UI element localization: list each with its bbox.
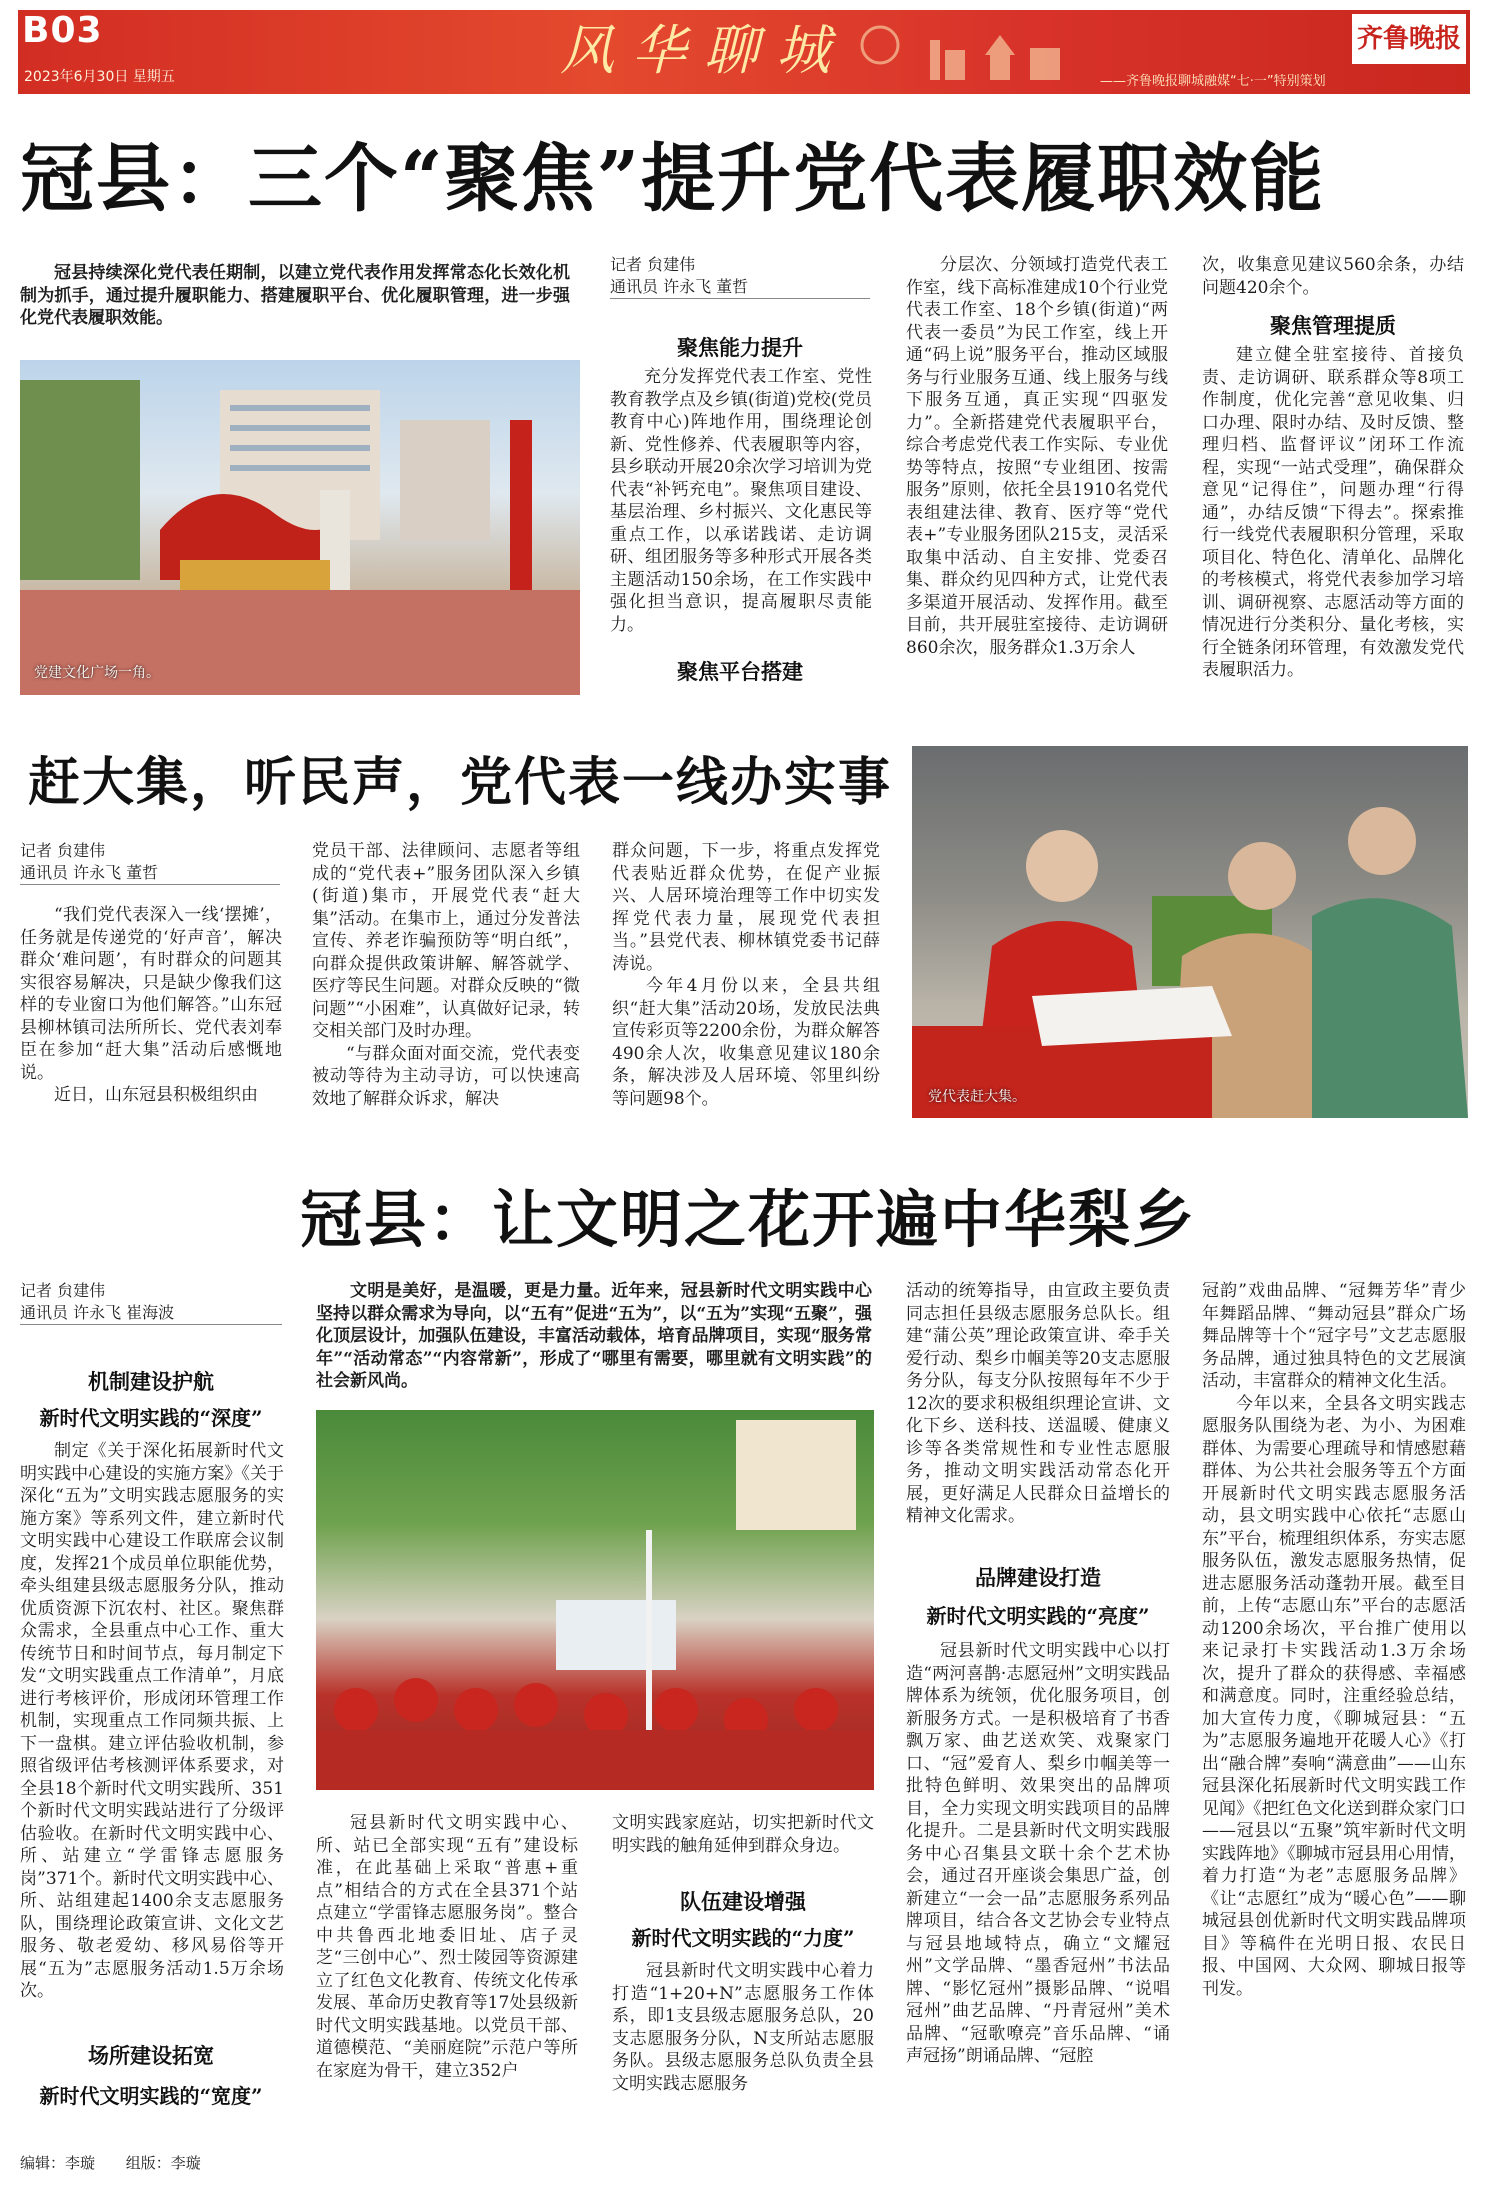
article1-col3: 分层次、分领域打造党代表工作室，线下高标准建成10个行业党代表工作室、18个乡镇(街道)“两代表一委员”为民工作室，线上开通“码上说”服务平台，推动区域服务与行业服务互通、线上服务与线下服务互通，真正实现“四驱发力”。全新搭建党代表履职平台，综合考虑党代表工作实际、专业优势等特点，按照“专业组团、按需服务”原则，依托全县1910名党代表组建法律、教育、医疗等“党代表+”专业服务团队215支，灵活采取集中活动、自主安排、党委召集、群众约见四种方式，让党代表多渠道开展活动、发挥作用。截至目前，共开展驻室接待、走访调研860余次，服务群众1.3万余人: [906, 255, 1168, 658]
feature-note: ——齐鲁晚报聊城融媒“七·一”特别策划: [1100, 74, 1326, 89]
article3-s2-subtitle: 新时代文明实践的“宽度”: [39, 2084, 263, 2108]
article3-s3-subtitle: 新时代文明实践的“力度”: [631, 1926, 855, 1950]
article1-subhead-2: 聚焦平台搭建: [677, 659, 803, 684]
article2-col3: 群众问题，下一步，将重点发挥党代表贴近群众优势，在促产业振兴、人居环境治理等工作中切实发挥党代表力量，展现党代表担当。”县党代表、柳林镇党委书记薛涛说。 今年4月份以来，全县共组织“赶大集”活动20场，发放民法典宣传彩页等2200余份，为群众解答490余人次，收集意见建议180余条，解决涉及人居环境、邻里纠纷等问题98个。: [612, 841, 880, 1109]
article2-title: 赶大集，听民声，党代表一线办实事: [28, 752, 893, 813]
article2-col1: “我们党代表深入一线‘摆摊’，任务就是传递党的‘好声音’，解决群众‘难问题’，有时群众的问题其实很容易解决，只是缺少像我们这样的专业窗口为他们解答。”山东冠县柳林镇司法所所长、党代表刘奉臣在参加“赶大集”活动后感慨地说。 近日，山东冠县积极组织由: [20, 905, 282, 1105]
article3-correspondent: 通讯员 许永飞 崔海波: [20, 1302, 282, 1325]
article3-s4-subtitle: 新时代文明实践的“亮度”: [926, 1604, 1150, 1628]
article1-reporter: 记者 贠建伟: [610, 255, 696, 274]
newspaper-logo: 齐鲁晚报: [1352, 14, 1466, 64]
article2-col2: 党员干部、法律顾问、志愿者等组成的“党代表+”服务团队深入乡镇(街道)集市，开展党代表“赶大集”活动。在集市上，通过分发普法宣传、养老诈骗预防等“明白纸”，向群众提供政策讲解、解答就学、医疗等民生问题。对群众反映的“微问题”“小困难”，认真做好记录，转交相关部门及时办理。 “与群众面对面交流，党代表变被动等待为主动寻访，可以快速高效地了解群众诉求，解决: [312, 841, 580, 1109]
article3-s3-title: 队伍建设增强: [680, 1889, 806, 1914]
article3-s3-text: 冠县新时代文明实践中心着力打造“1+20+N”志愿服务工作体系，即1支县级志愿服务总队，20支志愿服务分队，N支所站志愿服务队。县级志愿服务总队负责全县文明实践志愿服务: [612, 1961, 874, 2094]
article3-s2-title: 场所建设拓宽: [88, 2043, 214, 2068]
article3-byline: [20, 1280, 282, 1325]
article1-subhead-3: 聚焦管理提质: [1270, 313, 1396, 338]
layout-credit: 组版：李璇: [125, 2154, 201, 2172]
article3-s1-subtitle: 新时代文明实践的“深度”: [39, 1406, 263, 1430]
column-title: 风华聊城: [560, 19, 848, 82]
event-photo-illustration: [316, 1410, 874, 1790]
article2-photo-caption: 党代表赶大集。: [928, 1089, 1026, 1105]
article3-col3: 活动的统筹指导，由宣政主要负责同志担任县级志愿服务总队长。组建“蒲公英”理论政策宣讲、牵手关爱行动、梨乡巾帼美等20支志愿服务分队，每支分队按照每年不少于12次的要求积极组织理论宣讲、文化下乡、送科技、送温暖、健康义诊等各类常规性和专业性志愿服务，推动文明实践活动常态化开展，更好满足人民群众日益增长的精神文化需求。: [906, 1281, 1170, 1526]
article3-lead: 文明是美好，是温暖，更是力量。近年来，冠县新时代文明实践中心坚持以群众需求为导向，以“五有”促进“五为”，以“五为”实现“五聚”，强化顶层设计，加强队伍建设，丰富活动载体，培育品牌项目，实现“服务常年”“活动常态”“内容常新”，形成了“哪里有需要，哪里就有文明实践”的社会新风尚。: [316, 1281, 872, 1391]
article2-reporter: 记者 贠建伟: [20, 841, 106, 860]
market-photo-illustration: [912, 746, 1468, 1118]
editor-credit: 编辑：李璇: [20, 2154, 96, 2172]
article1-col2: 充分发挥党代表工作室、党性教育教学点及乡镇(街道)党校(党员教育中心)阵地作用，围绕理论创新、党性修养、代表履职等内容，县乡联动开展20余次学习培训为党代表“补钙充电”。聚焦项目建设、基层治理、乡村振兴、文化惠民等重点工作，以承诺践诺、走访调研、组团服务等多种形式开展各类主题活动150余场，在工作实践中强化担当意识，提高履职尽责能力。: [610, 367, 872, 635]
article3-mid-right: 文明实践家庭站，切实把新时代文明实践的触角延伸到群众身边。: [612, 1813, 874, 1856]
article3-s1-text: 制定《关于深化拓展新时代文明实践中心建设的实施方案》《关于深化“五为”文明实践志愿服务的实施方案》等系列文件，建立新时代文明实践中心建设工作联席会议制度，发挥21个成员单位职能优势，牵头组建县级志愿服务分队，推动优质资源下沉农村、社区。聚焦群众需求，全县重点中心工作、重大传统节日和时间节点，每月制定下发“文明实践重点工作清单”，月底进行考核评价，形成闭环管理工作机制，实现重点工作同频共振、上下一盘棋。建立评估验收机制，参照省级评估考核测评体系要求，对全县18个新时代文明实践所、351个新时代文明实践站进行了分级评估验收。在新时代文明实践中心、所、站建立“学雷锋志愿服务岗”371个。新时代文明实践中心、所、站组建起1400余支志愿服务队，围绕理论政策宣讲、文化文艺服务、敬老爱幼、移风易俗等开展“五为”志愿服务活动1.5万余场次。: [20, 1441, 284, 2001]
article3-s1-title: 机制建设护航: [88, 1369, 214, 1394]
article3-col4: 冠韵”戏曲品牌、“冠舞芳华”青少年舞蹈品牌、“舞动冠县”群众广场舞品牌等十个“冠字号”文艺志愿服务品牌，通过独具特色的文艺展演活动，丰富群众的精神文化生活。 今年以来，全县各文明实践志愿服务队围绕为老、为小、为困难群体、为需要心理疏导和情感慰藉群体、为公共社会服务等五个方面开展新时代文明实践志愿服务活动，县文明实践中心依托“志愿山东”平台，梳理组织体系，夯实志愿服务队伍，激发志愿服务热情，促进志愿服务活动蓬勃开展。截至目前，上传“志愿山东”平台的志愿活动1200余场次，平台推广使用以来记录打卡实践活动1.3万余场次，提升了群众的获得感、幸福感和满意度。同时，注重经验总结，加大宣传力度，《聊城冠县：“五为”志愿服务遍地开花暖人心》《打出“融合牌”奏响“满意曲”——山东冠县深化拓展新时代文明实践工作见闻》《把红色文化送到群众家门口——冠县以“五聚”筑牢新时代文明实践阵地》《聊城市冠县用心用情，着力打造“为老”志愿服务品牌》《让“志愿红”成为“暖心色”——聊城冠县创优新时代文明实践品牌项目》等稿件在光明日报、农民日报、中国网、大众网、聊城日报等刊发。: [1202, 1281, 1466, 1999]
article2-byline: [20, 840, 280, 885]
volunteer-event-photo: [316, 1410, 874, 1790]
article2-correspondent: 通讯员 许永飞 董哲: [20, 862, 280, 885]
article1-photo-caption: 党建文化广场一角。: [34, 665, 160, 681]
article1-correspondent: 通讯员 许永飞 董哲: [610, 276, 870, 299]
article3-s4-text: 冠县新时代文明实践中心以打造“两河喜鹊·志愿冠州”文明实践品牌体系为统领，优化服务项目，创新服务方式。一是积极培育了书香飘万家、曲艺送欢笑、戏聚家门口、“冠”爱育人、梨乡巾帼美等一批特色鲜明、效果突出的品牌项目，全力实现文明实践项目的品牌化提升。二是县新时代文明实践服务中心召集县文联十余个艺术协会，通过召开座谈会集思广益，创新建立“一会一品”志愿服务系列品牌项目，结合各文艺协会专业特点与冠县地域特点，确立“文耀冠州”文学品牌、“墨香冠州”书法品牌、“影忆冠州”摄影品牌、“说唱冠州”曲艺品牌、“丹青冠州”美术品牌、“冠歌嘹亮”音乐品牌、“诵声冠扬”朗诵品牌、“冠腔: [906, 1641, 1170, 2066]
article1-title: 冠县：三个“聚焦”提升党代表履职效能: [20, 136, 1326, 222]
article3-mid-left: 冠县新时代文明实践中心、所、站已全部实现“五有”建设标准，在此基础上采取“普惠+重点”相结合的方式在全县371个站点建立“学雷锋志愿服务岗”。整合中共鲁西北地委旧址、店子灵芝“三创中心”、烈士陵园等资源建立了红色文化教育、传统文化传承发展、革命历史教育等17处县级新时代文明实践基地。以党员干部、道德模范、“美丽庭院”示范户等所在家庭为骨干，建立352户: [316, 1813, 578, 2081]
issue-date: 2023年6月30日 星期五: [24, 69, 175, 85]
plaza-photo-illustration: [20, 360, 580, 695]
page-footer: [20, 2152, 227, 2173]
page-number: B03: [22, 10, 103, 51]
article3-title: 冠县：让文明之花开遍中华梨乡: [300, 1183, 1197, 1256]
article3-s4-title: 品牌建设打造: [975, 1565, 1101, 1590]
article1-col4a: 次，收集意见建议560余条，办结问题420余个。: [1202, 255, 1464, 298]
article3-reporter: 记者 贠建伟: [20, 1281, 106, 1300]
article1-byline: [610, 254, 870, 299]
party-plaza-photo: [20, 360, 580, 695]
article1-lead: 冠县持续深化党代表任期制，以建立党代表作用发挥常态化长效化机制为抓手，通过提升履职能力、搭建履职平台、优化履职管理，进一步强化党代表履职效能。: [20, 263, 570, 328]
market-photo: [912, 746, 1468, 1118]
article1-col4b: 建立健全驻室接待、首接负责、走访调研、联系群众等8项工作制度，优化完善“意见收集、归口办理、限时办结、及时反馈、整理归档、监督评议”闭环工作流程，实现“一站式受理”，确保群众意见“记得住”，问题办理“行得通”，办结反馈“下得去”。探索推行一线党代表履职积分管理，采取项目化、特色化、清单化、品牌化的考核模式，将党代表参加学习培训、调研视察、志愿活动等方面的情况进行分类积分、量化考核，实行全链条闭环管理，有效激发党代表履职活力。: [1202, 345, 1464, 680]
article1-subhead-1: 聚焦能力提升: [677, 335, 803, 360]
skyline-icon: [850, 20, 1070, 80]
